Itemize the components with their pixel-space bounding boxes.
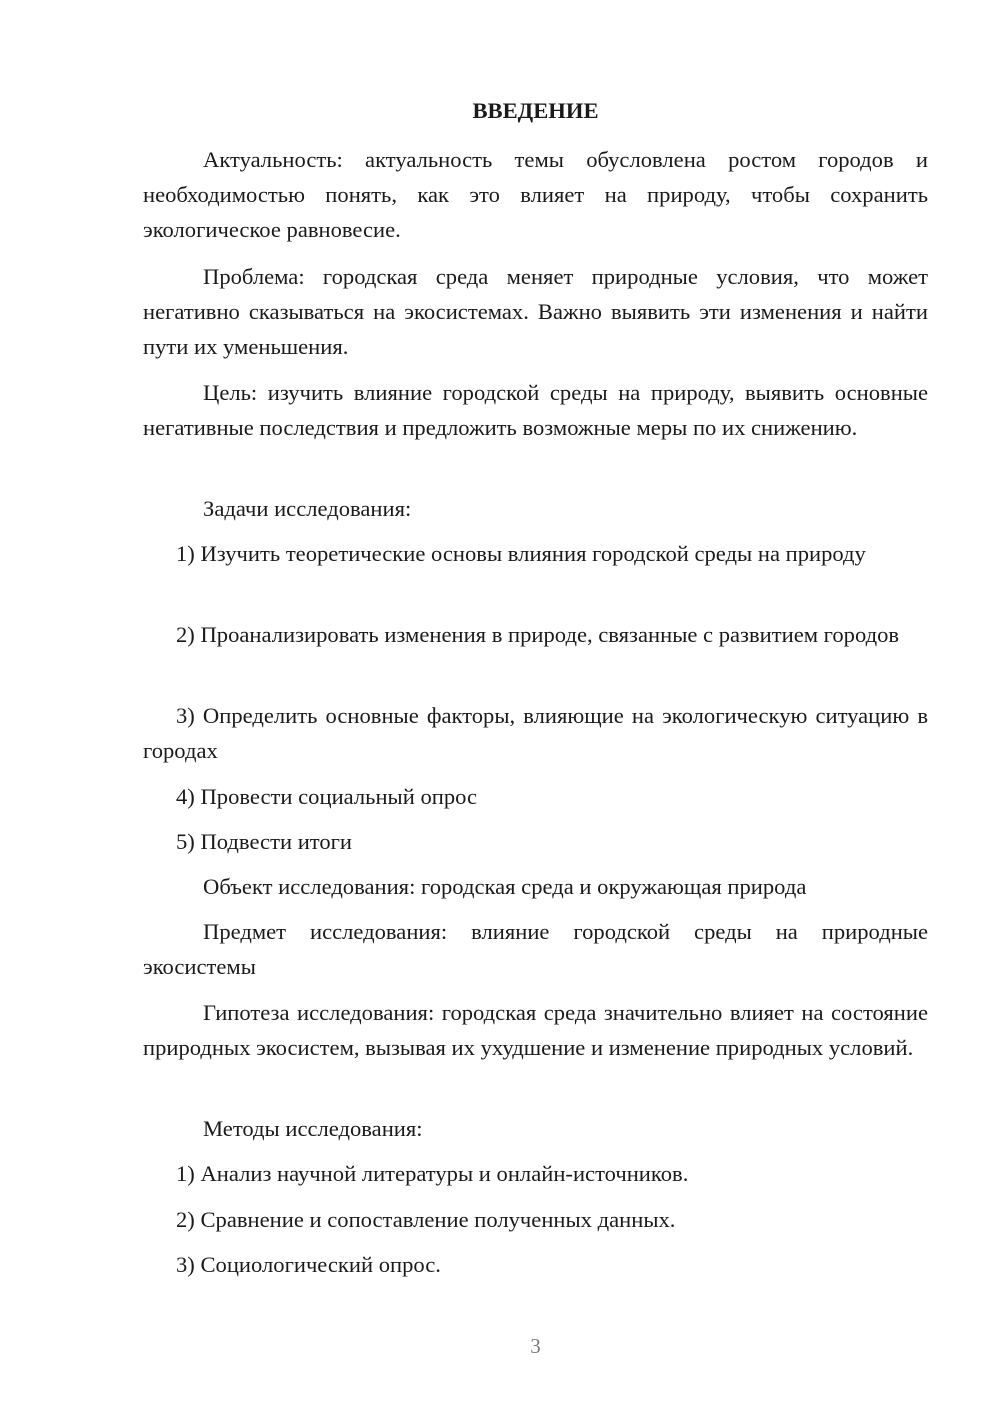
tasks-heading: Задачи исследования: [203, 496, 412, 521]
task-item: 5) Подвести итоги [176, 829, 353, 854]
method-item: 2) Сравнение и сопоставление полученных данных. [176, 1207, 676, 1232]
section-heading: ВВЕДЕНИЕ [472, 98, 599, 123]
goal-paragraph: Цель: изучить влияние городской среды на природу, выявить основные негативные последствия и предложить возможные меры по их снижению. [143, 380, 928, 440]
method-item: 3) Социологический опрос. [176, 1252, 441, 1277]
methods-heading: Методы исследования: [203, 1116, 423, 1141]
method-item: 1) Анализ научной литературы и онлайн-источников. [176, 1161, 689, 1186]
task-item: 4) Провести социальный опрос [176, 784, 478, 809]
task-item: 2) Проанализировать изменения в природе, связанные с развитием городов [176, 622, 900, 647]
problem-paragraph: Проблема: городская среда меняет природные условия, что может негативно сказываться на экосистемах. Важно выявить эти изменения и найти пути их уменьшения. [143, 264, 928, 359]
subject-paragraph: Предмет исследования: влияние городской среды на природные экосистемы [143, 919, 928, 979]
relevance-paragraph: Актуальность: актуальность темы обусловлена ростом городов и необходимостью понять, как это влияет на природу, чтобы сохранить экологическое равновесие. [143, 147, 928, 242]
hypothesis-paragraph: Гипотеза исследования: городская среда значительно влияет на состояние природных экосистем, вызывая их ухудшение и изменение природных условий. [143, 1000, 928, 1060]
page-number: 3 [530, 1334, 541, 1358]
task-item: 3) Определить основные факторы, влияющие на экологическую ситуацию в городах [143, 703, 928, 763]
object-paragraph: Объект исследования: городская среда и окружающая природа [203, 874, 807, 899]
task-item: 1) Изучить теоретические основы влияния городской среды на природу [176, 541, 866, 566]
